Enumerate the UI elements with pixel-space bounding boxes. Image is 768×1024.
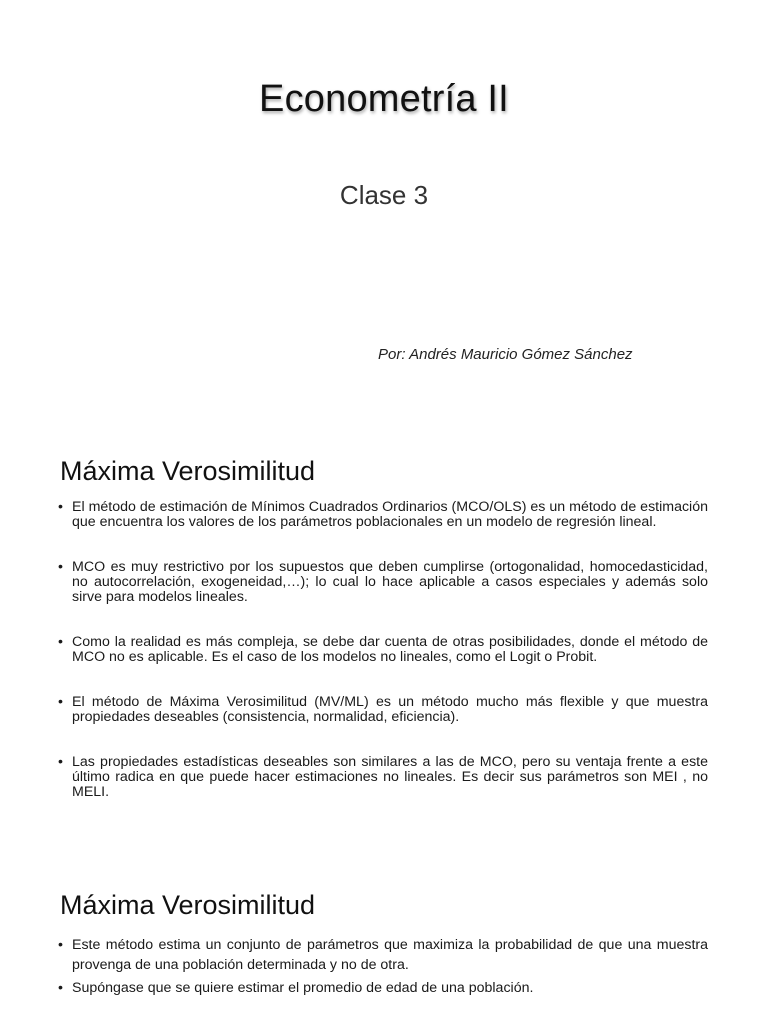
bullet-list — [56, 935, 708, 1001]
bullet-item: • Las propiedades estadísticas deseables son similares a las de MCO, pero su ventaja frente a este último radica en que puede hacer estimaciones no lineales. Es decir sus parámetros son MEI , no MELI. — [56, 755, 708, 800]
slide-maxima-verosimilitud-2 — [0, 860, 768, 1024]
presentation-subtitle: Clase 3 — [339, 180, 429, 210]
bullet-item: • Este método estima un conjunto de parámetros que maximiza la probabilidad de que una muestra provenga de una población determinada y no de otra. — [56, 935, 708, 975]
author-credit: Por: Andrés Mauricio Gómez Sánchez — [378, 346, 633, 363]
slide-maxima-verosimilitud-1 — [0, 430, 768, 860]
slide-title: Máxima Verosimilitud — [60, 456, 316, 486]
bullet-item: • Como la realidad es más compleja, se debe dar cuenta de otras posibilidades, donde el método de MCO no es aplicable. Es el caso de los modelos no lineales, como el Logit o Probit. — [56, 635, 708, 665]
bullet-item: • El método de estimación de Mínimos Cuadrados Ordinarios (MCO/OLS) es un método de estimación que encuentra los valores de los parámetros poblacionales en un modelo de regresión lineal. — [56, 500, 708, 530]
bullet-list — [56, 500, 708, 830]
slide-title: Máxima Verosimilitud — [60, 890, 316, 920]
bullet-item: • MCO es muy restrictivo por los supuestos que deben cumplirse (ortogonalidad, homocedasticidad, no autocorrelación, exogeneidad,…); lo cual lo hace aplicable a casos especiales y además solo sirve para modelos lineales. — [56, 560, 708, 605]
title-slide — [0, 0, 768, 430]
bullet-item: • El método de Máxima Verosimilitud (MV/ML) es un método mucho más flexible y que muestra propiedades deseables (consistencia, normalidad, eficiencia). — [56, 695, 708, 725]
presentation-title: Econometría II — [259, 78, 509, 120]
bullet-item: • Supóngase que se quiere estimar el promedio de edad de una población. — [56, 978, 708, 998]
